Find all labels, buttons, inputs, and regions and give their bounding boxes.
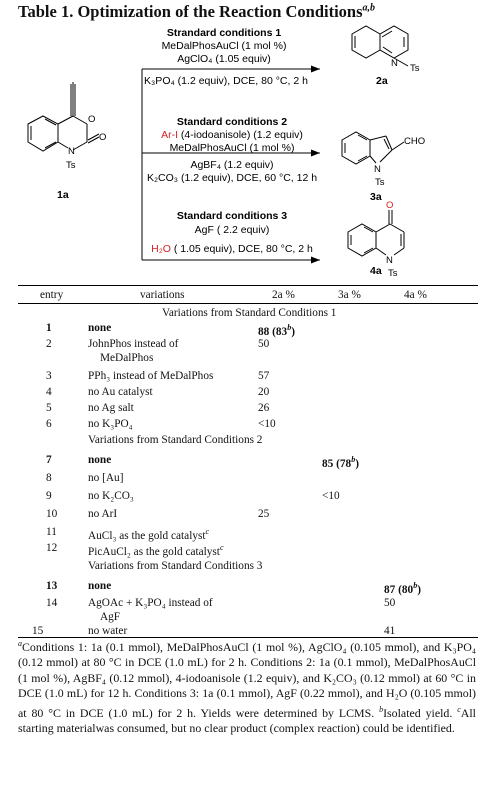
- substrate-ts: Ts: [66, 160, 76, 171]
- product-3a-label: 3a: [370, 191, 382, 203]
- header-entry: entry: [40, 289, 64, 301]
- cond3-below: H₂O ( 1.05 equiv), DCE, 80 °C, 2 h: [151, 243, 313, 255]
- product-2a-ts: Ts: [410, 63, 420, 74]
- cond2-line2: AgBF₄ (1.2 equiv): [190, 159, 274, 171]
- substrate-label: 1a: [57, 189, 69, 201]
- product-4a-label: 4a: [370, 265, 382, 277]
- reaction-scheme: [0, 22, 491, 284]
- header-variations: variations: [140, 289, 185, 301]
- cond1-below: K₃PO₄ (1.2 equiv), DCE, 80 °C, 2 h: [144, 75, 308, 87]
- section-conditions-2: Variations from Standard Conditions 2: [88, 434, 263, 446]
- section-conditions-1: Variations from Standard Conditions 1: [162, 307, 337, 319]
- substrate-o-carbonyl: O: [99, 132, 107, 143]
- cond2-heading: Standard conditions 2: [176, 116, 288, 128]
- substrate-n: N: [68, 146, 75, 157]
- header-2a: 2a %: [272, 289, 295, 301]
- product-4a-n: N: [386, 255, 393, 266]
- cond2-line3: K₂CO₃ (1.2 equiv), DCE, 60 °C, 12 h: [146, 172, 318, 184]
- product-3a-cho: CHO: [404, 136, 426, 147]
- cond1-line2: AgClO₄ (1.05 equiv): [177, 53, 271, 65]
- cond3-heading: Standard conditions 3: [176, 210, 288, 222]
- product-3a-n: N: [374, 164, 381, 175]
- product-4a-ts: Ts: [388, 268, 398, 279]
- product-2a-label: 2a: [376, 75, 388, 87]
- product-2a-structure: [352, 26, 408, 66]
- cond1-line1: MeDalPhosAuCl (1 mol %): [161, 40, 287, 52]
- cond2-line-red: Ar-I (4-iodoanisole) (1.2 equiv): [161, 129, 303, 141]
- product-3a-structure: [342, 132, 404, 164]
- header-3a: 3a %: [338, 289, 361, 301]
- product-4a-o: O: [386, 200, 394, 211]
- substrate-o-ring: O: [88, 114, 96, 125]
- cond1-heading: Strandard conditions 1: [166, 27, 282, 39]
- cond3-line1: AgF ( 2.2 equiv): [194, 224, 270, 236]
- product-3a-ts: Ts: [375, 177, 385, 188]
- cond2-line1: MeDalPhosAuCl (1 mol %): [169, 142, 295, 154]
- section-conditions-3: Variations from Standard Conditions 3: [88, 560, 263, 572]
- header-4a: 4a %: [404, 289, 427, 301]
- table-footnotes: $^a$Conditions 1: 1a (0.1 mmol), MeDalPhosAuCl (1 mol %), AgClO₄ (0.105 mmol), and K₃PO₄ (0.12 mmol) at 80 °C in DCE (1.0 mL) for 2 h. Conditions 2: 1a (0.1 mmol), MeDalPhosAuCl (1 mol %), AgBF₄ (0.12 mmol), 4-iodoanisole (1.2 equiv), and K₂CO₃ (0.12 mmol) at 60 °C in DCE (1.0 mL) for 12 h. Conditions 3: 1a (0.1 mmol), AgF (0.22 mmol), and H₂O (0.105 mmol) at 80 °C in DCE (1.0 mL) for 2 h. Yields were determined by LCMS. $^b$Isolated yield. $^c$All starting materialwas consumed, but no clear product (complex reaction) could be identified.: [18, 639, 476, 735]
- product-4a-structure: [348, 210, 404, 256]
- table-title: Table 1. Optimization of the Reaction Conditions$^{a,b}$: [18, 2, 376, 21]
- product-2a-n: N: [391, 58, 398, 69]
